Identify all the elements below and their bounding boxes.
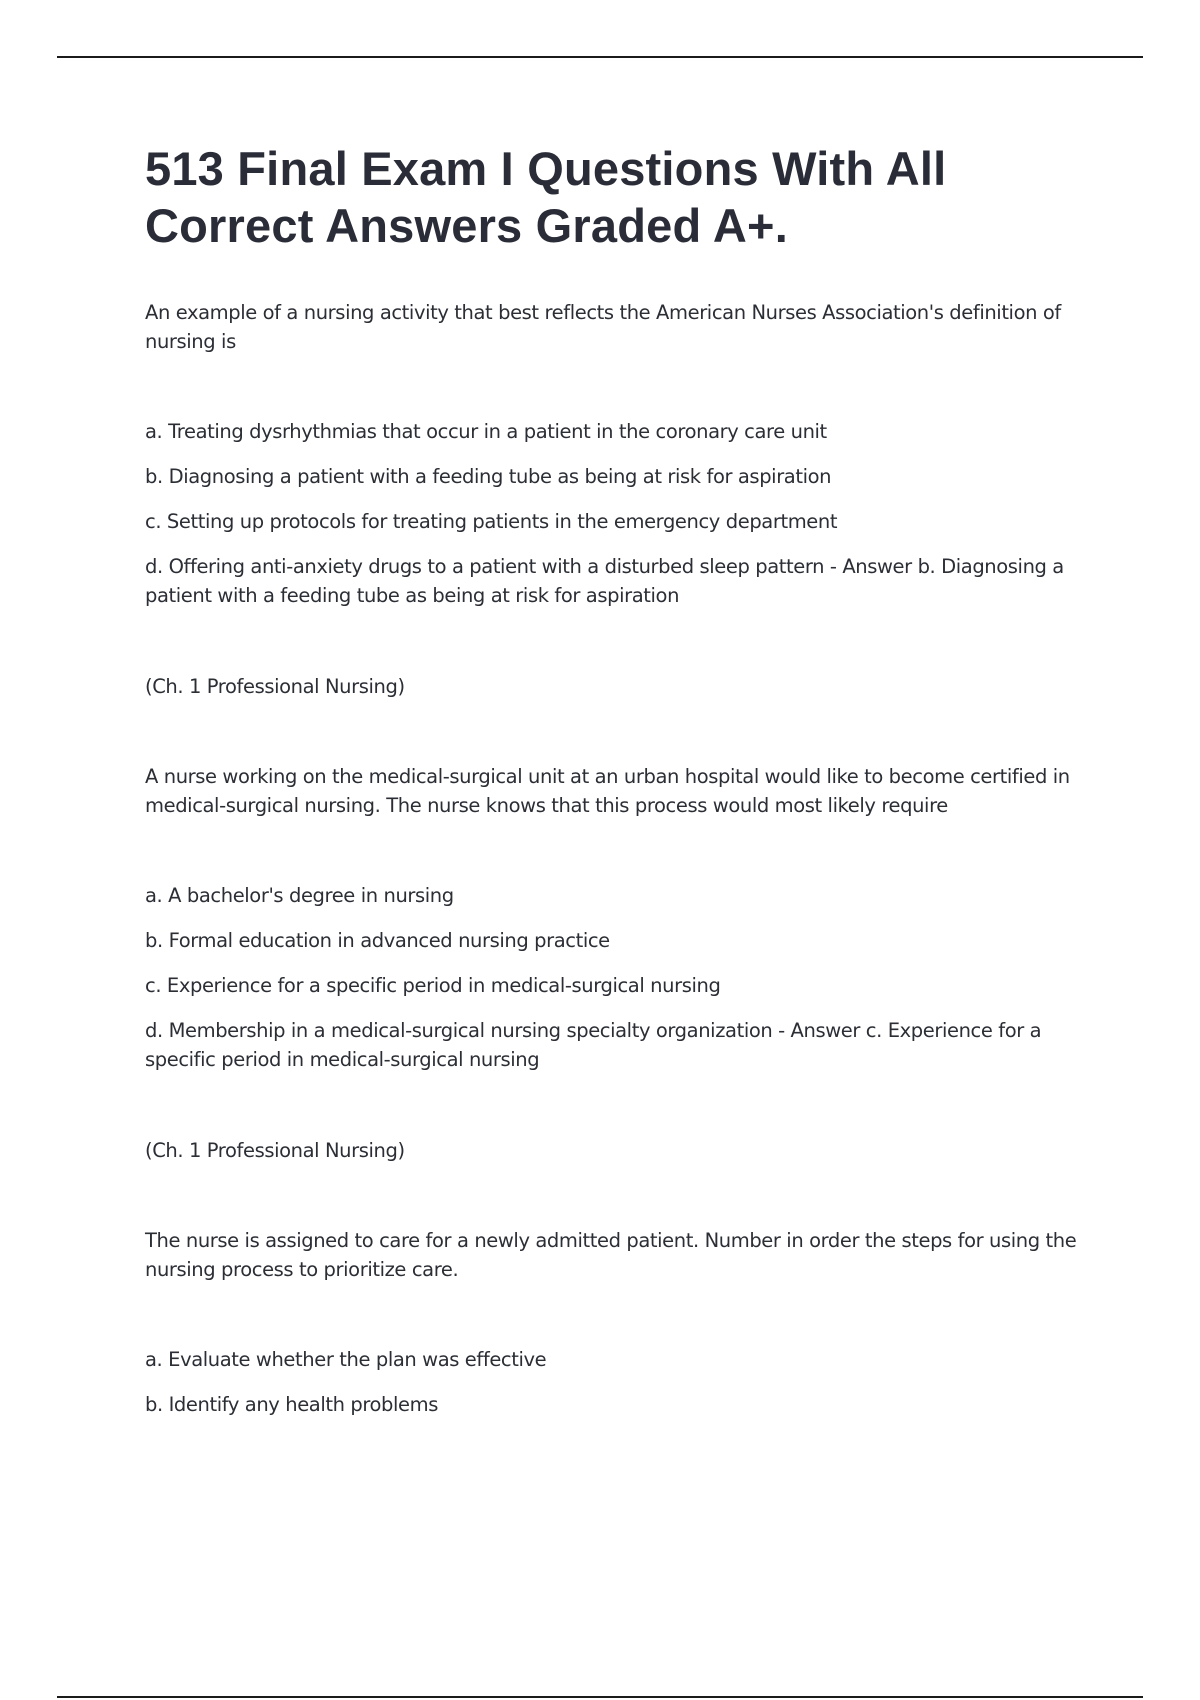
answer-option: a. Evaluate whether the plan was effective <box>145 1348 547 1371</box>
answer-option: c. Experience for a specific period in medical-surgical nursing <box>145 974 721 997</box>
answer-option: a. Treating dysrhythmias that occur in a patient in the coronary care unit <box>145 420 827 443</box>
question-text: An example of a nursing activity that best reflects the American Nurses Association's definition of nursing is <box>145 301 1061 353</box>
chapter-reference: (Ch. 1 Professional Nursing) <box>145 1139 405 1162</box>
question-text: A nurse working on the medical-surgical unit at an urban hospital would like to become certified in medical-surgical nursing. The nurse knows that this process would most likely require <box>145 765 1070 817</box>
question-block-3 <box>145 1226 1085 1419</box>
answer-option: b. Identify any health problems <box>145 1393 439 1416</box>
chapter-reference: (Ch. 1 Professional Nursing) <box>145 675 405 698</box>
answer-option-with-answer: d. Membership in a medical-surgical nursing specialty organization - Answer c. Experience for a specific period in medical-surgical nursing <box>145 1019 1042 1071</box>
answer-option: c. Setting up protocols for treating patients in the emergency department <box>145 510 838 533</box>
question-text: The nurse is assigned to care for a newly admitted patient. Number in order the steps for using the nursing process to prioritize care. <box>145 1229 1077 1281</box>
question-block-1 <box>145 298 1085 701</box>
page-title: 513 Final Exam I Questions With All Correct Answers Graded A+. <box>145 142 947 252</box>
question-block-2 <box>145 762 1085 1165</box>
top-rule <box>57 56 1143 58</box>
answer-option: a. A bachelor's degree in nursing <box>145 884 454 907</box>
bottom-rule <box>57 1696 1143 1698</box>
answer-option: b. Formal education in advanced nursing practice <box>145 929 610 952</box>
answer-option-with-answer: d. Offering anti-anxiety drugs to a patient with a disturbed sleep pattern - Answer b. Diagnosing a patient with a feeding tube as being at risk for aspiration <box>145 555 1064 607</box>
answer-option: b. Diagnosing a patient with a feeding tube as being at risk for aspiration <box>145 465 832 488</box>
document-body <box>145 140 1085 1419</box>
